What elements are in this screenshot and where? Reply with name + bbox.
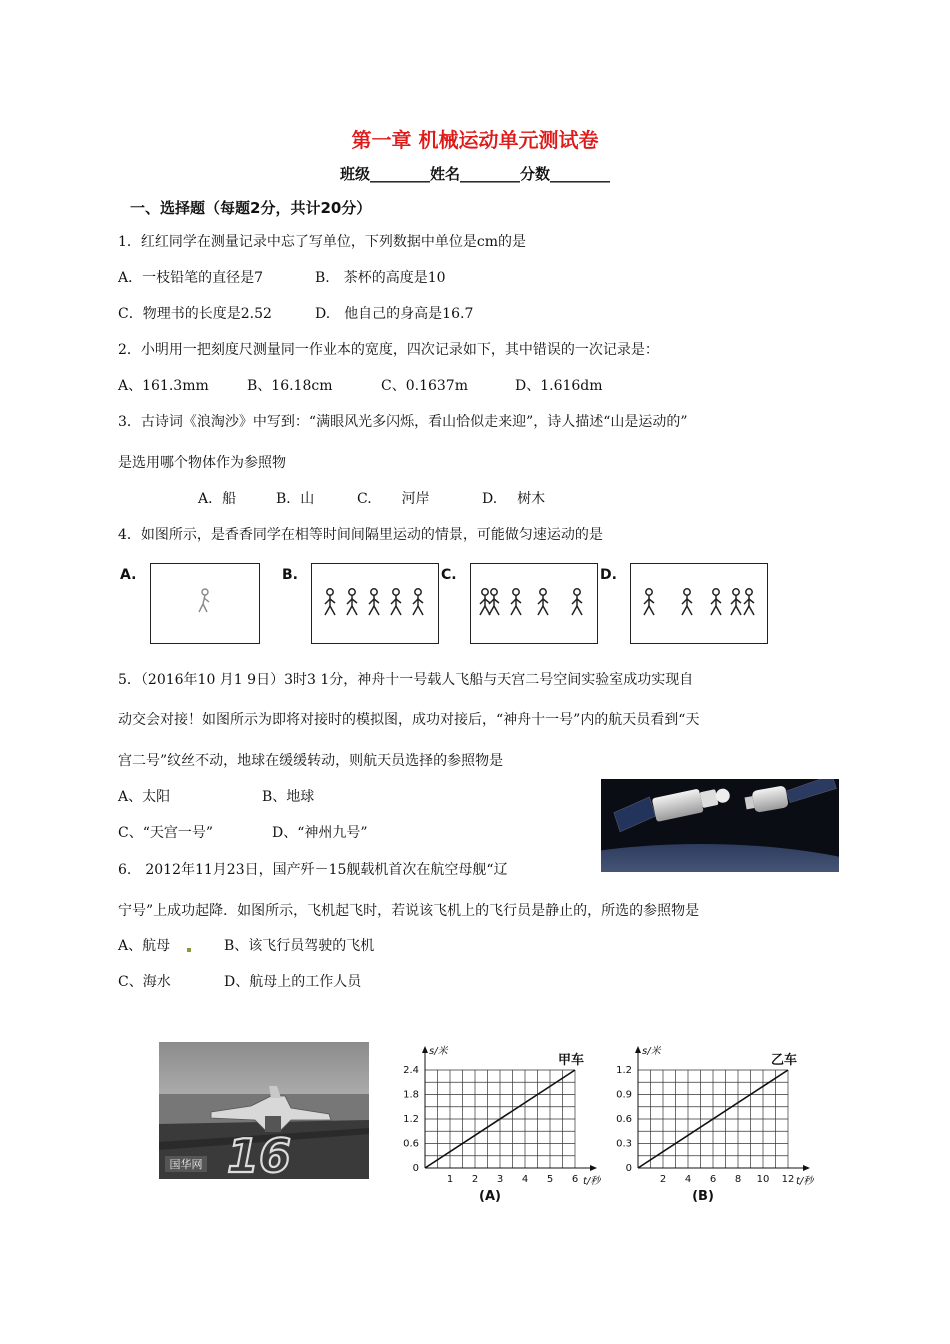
walker-figures-d [631,564,767,643]
name-blank[interactable]: ________ [460,165,520,183]
chart-b-y-tick-label: 1.2 [616,1065,632,1076]
chart-a-y-arrow [422,1046,428,1053]
q3-option-d[interactable] [482,490,545,508]
chart-b-x-tick-label: 2 [659,1174,667,1185]
image-watermark: 国华网 [169,1158,203,1171]
chart-a-y-tick-label: 0.6 [403,1138,419,1150]
q3-option-b[interactable]: B．山 [276,491,315,507]
q4-frame-c[interactable] [470,563,598,644]
q6-option-a[interactable]: A、航母 [118,938,171,954]
q4-label-b: B. [282,567,298,583]
chart-b-y-tick-label: 0.3 [616,1138,632,1150]
q1-option-c[interactable]: C．物理书的长度是2.52 [118,306,272,322]
q4-label-a: A. [120,567,137,583]
chart-b-x-tick-label: 8 [734,1174,742,1185]
chart-a-x-arrow [590,1165,597,1171]
q1-option-d[interactable]: D. 他自己的身高是16.7 [315,306,474,322]
chart-a-y-tick-label: 1.8 [403,1089,419,1101]
q2-option-c[interactable]: C、0.1637m [381,378,468,394]
chart-b-y-tick-label: 0.9 [616,1089,632,1101]
name-label: 姓名 [429,165,460,183]
chart-b-y-axis-label: s/米 [642,1046,661,1057]
page-title: 第一章 机械运动单元测试卷 [351,128,599,152]
q6-option-b[interactable]: B、该飞行员驾驶的飞机 [224,938,375,954]
chart-b-x-axis-label: t/秒 [796,1176,814,1187]
walker-figures-a [151,564,259,643]
q1-stem: 1．红红同学在测量记录中忘了写单位，下列数据中单位是cm的是 [118,234,527,250]
q6-option-c[interactable]: C、海水 [118,974,171,990]
chart-a-x-tick-label: 6 [571,1174,579,1185]
q3-option-d-letter: D. [482,491,498,507]
walker-figures-c [471,564,597,643]
q5-stem-line1: 5．（2016年10 月1 9日）3时3 1分，神舟十一号载人飞船与天宫二号空间实验室成功实现自 [118,672,694,688]
chart-b-y-arrow [635,1046,641,1053]
q2-option-d[interactable]: D、1.616dm [515,378,603,394]
chart-a-caption: (A) [479,1189,501,1204]
chart-b-x-tick-label: 6 [709,1174,717,1185]
chart-a-y-tick-label: 2.4 [403,1065,419,1076]
deck-number: 16 [226,1129,292,1179]
q3-stem-line2: 是选用哪个物体作为参照物 [118,455,286,471]
q5-option-d[interactable]: D、“神州九号” [272,825,368,841]
chart-a-x-axis-label: t/秒 [583,1176,601,1187]
q3-option-a[interactable]: A．船 [198,491,237,507]
chart-b-y-tick-label: 0 [625,1163,632,1174]
chart-b-caption: (B) [692,1189,714,1204]
q4-label-d: D. [600,567,617,583]
q4-frame-a[interactable] [150,563,260,644]
chart-a-x-tick-label: 4 [521,1174,529,1185]
q3-stem-line1: 3．古诗词《浪淘沙》中写到：“满眼风光多闪烁，看山恰似走来迎”，诗人描述“山是运动的” [118,414,688,430]
chart-a [395,1036,620,1211]
spacecraft-docking-image [601,779,839,872]
q5-option-b[interactable]: B、地球 [262,789,315,805]
q3-option-d-text: 树木 [517,491,546,507]
chart-a-y-tick-label: 0 [412,1163,419,1174]
student-info [0,163,950,184]
q3-option-c-text: 河岸 [401,491,430,507]
score-blank[interactable]: ________ [550,165,611,183]
chart-a-x-tick-label: 5 [546,1174,554,1185]
q4-frame-b[interactable] [311,563,439,644]
score-label: 分数 [520,165,551,183]
q1-option-b[interactable]: B. 茶杯的高度是10 [315,270,446,286]
q3-option-c-letter: C. [357,491,372,507]
q2-stem: 2．小明用一把刻度尺测量同一作业本的宽度，四次记录如下，其中错误的一次记录是： [118,342,659,358]
chart-a-x-tick-label: 2 [471,1174,479,1185]
chart-b-x-tick-label: 4 [684,1174,692,1185]
q1-option-a[interactable]: A．一枝铅笔的直径是7 [118,270,264,286]
q4-label-c: C. [441,567,457,583]
q6-stem-line2: 宁号”上成功起降．如图所示，飞机起飞时，若说该飞机上的飞行员是静止的，所选的参照物是 [118,903,700,919]
q4-stem: 4．如图所示，是香香同学在相等时间间隔里运动的情景，可能做匀速运动的是 [118,527,603,543]
carrier-jet-image [159,1042,369,1179]
q5-option-a[interactable]: A、太阳 [118,789,171,805]
stray-dot [187,948,191,952]
walker-figures-b [312,564,438,643]
chart-b-x-tick-label: 12 [781,1174,795,1185]
chart-a-y-axis-label: s/米 [429,1046,448,1057]
chart-b-x-tick-label: 10 [756,1174,770,1185]
q2-option-a[interactable]: A、161.3mm [118,378,209,394]
class-label: 班级 [339,165,370,183]
chart-b-title: 乙车 [770,1053,798,1068]
q5-stem-line3: 宫二号”纹丝不动，地球在缓缓转动，则航天员选择的参照物是 [118,753,504,769]
chart-a-x-tick-label: 3 [496,1174,504,1185]
q3-option-c[interactable] [357,490,430,508]
q2-option-b[interactable]: B、16.18cm [247,378,333,394]
q6-option-d[interactable]: D、航母上的工作人员 [224,974,362,990]
chart-b-x-arrow [803,1165,810,1171]
class-blank[interactable]: ________ [369,165,430,183]
chart-a-y-tick-label: 1.2 [403,1114,419,1125]
chart-a-title: 甲车 [557,1053,585,1068]
chart-a-x-tick-label: 1 [446,1174,454,1185]
chart-b-y-tick-label: 0.6 [616,1114,632,1125]
section-heading: 一、选择题（每题2分，共计20分） [130,199,372,217]
q4-frame-d[interactable] [630,563,768,644]
chart-b [608,1036,833,1211]
q5-option-c[interactable]: C、“天宫一号” [118,825,214,841]
q5-stem-line2: 动交会对接！如图所示为即将对接时的模拟图，成功对接后，“神舟十一号”内的航天员看到“天 [118,712,700,728]
q6-stem-line1: 6. 2012年11月23日，国产歼－15舰载机首次在航空母舰“辽 [118,862,508,878]
